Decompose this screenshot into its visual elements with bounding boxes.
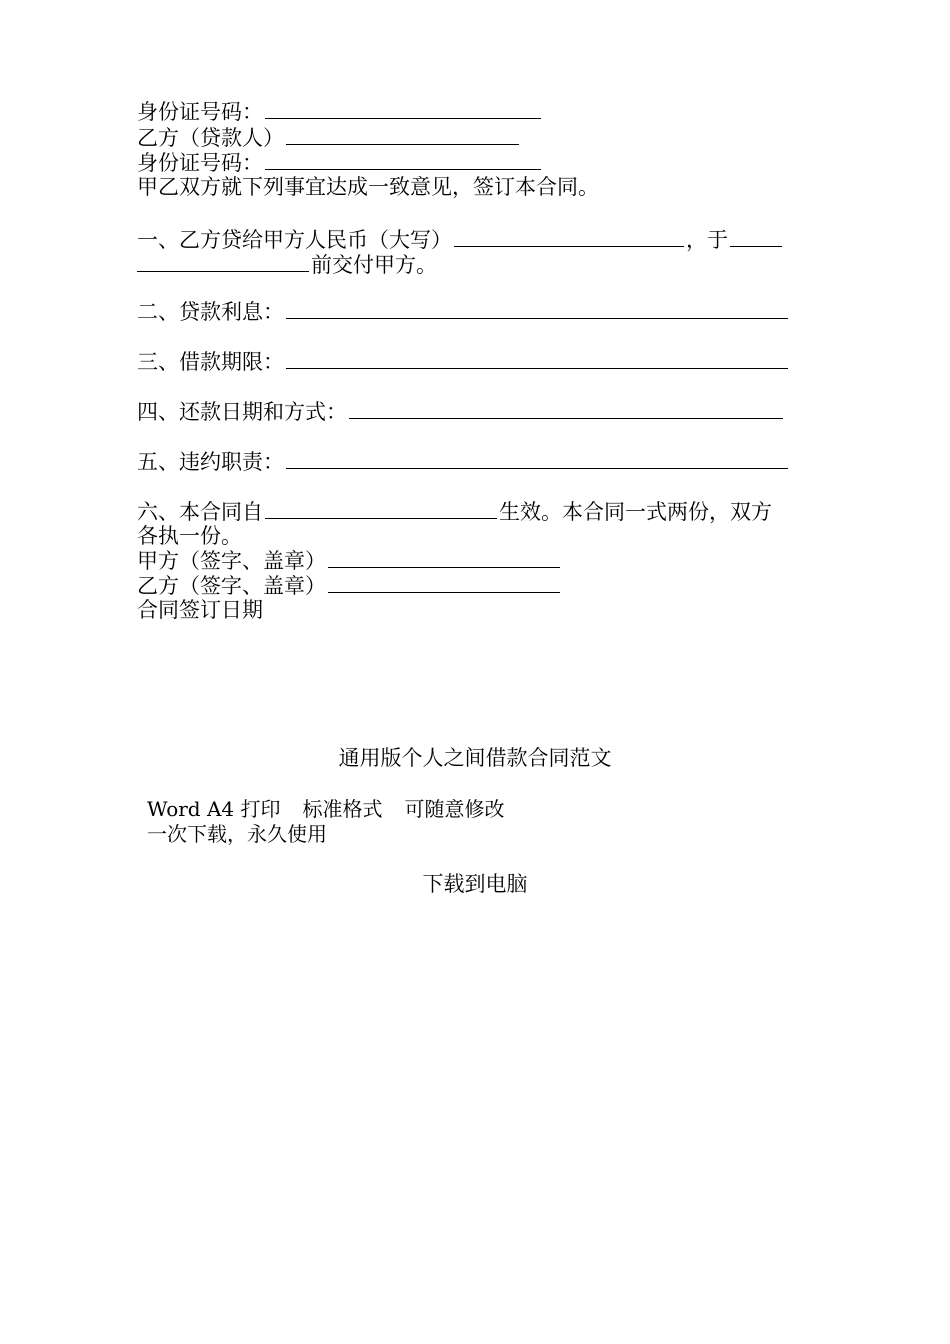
clause-6-line-1 bbox=[137, 498, 772, 525]
id-label-2: 身份证号码： bbox=[137, 151, 263, 175]
lender-line bbox=[137, 124, 521, 151]
feature-download-once: 一次下载，永久使用 bbox=[147, 822, 327, 846]
agreement-statement: 甲乙双方就下列事宜达成一致意见，签订本合同。 bbox=[137, 175, 599, 199]
id-number-line-2 bbox=[137, 149, 543, 176]
lender-blank bbox=[286, 124, 519, 145]
id-blank-2 bbox=[265, 149, 541, 170]
clause-5 bbox=[137, 448, 790, 475]
clause-6-line-2: 各执一份。 bbox=[137, 524, 242, 548]
party-a-label: 甲方（签字、盖章） bbox=[137, 549, 326, 573]
clause-6-effect: 生效。本合同一式两份，双方 bbox=[499, 500, 772, 524]
clause-3-label: 三、借款期限： bbox=[137, 350, 284, 374]
party-b-signature bbox=[137, 572, 562, 599]
lender-label: 乙方（贷款人） bbox=[137, 126, 284, 150]
id-number-line-1 bbox=[137, 98, 543, 125]
effective-blank bbox=[265, 498, 497, 519]
sign-date: 合同签订日期 bbox=[137, 598, 263, 622]
clause-1-line-1 bbox=[137, 226, 784, 253]
repayment-blank bbox=[349, 398, 783, 419]
breach-blank bbox=[286, 448, 788, 469]
feature-standard-format: 标准格式 bbox=[302, 797, 383, 821]
clause-4 bbox=[137, 398, 785, 425]
clause-2 bbox=[137, 298, 790, 325]
clause-2-label: 二、贷款利息： bbox=[137, 300, 284, 324]
term-blank bbox=[286, 348, 788, 369]
promo-features bbox=[147, 796, 505, 822]
feature-word-a4: Word A4 打印 bbox=[147, 797, 281, 821]
clause-1-line-2 bbox=[137, 251, 437, 278]
amount-blank bbox=[454, 226, 684, 247]
clause-4-label: 四、还款日期和方式： bbox=[137, 400, 347, 424]
id-label-1: 身份证号码： bbox=[137, 100, 263, 124]
clause-6-text: 六、本合同自 bbox=[137, 500, 263, 524]
interest-blank bbox=[286, 298, 788, 319]
download-link[interactable]: 下载到电脑 bbox=[422, 872, 528, 896]
date-blank-b bbox=[137, 251, 309, 272]
party-a-signature bbox=[137, 547, 562, 574]
clause-1-text: 一、乙方贷给甲方人民币（大写） bbox=[137, 228, 452, 252]
clause-5-label: 五、违约职责： bbox=[137, 450, 284, 474]
promo-title: 通用版个人之间借款合同范文 bbox=[338, 746, 612, 770]
id-blank-1 bbox=[265, 98, 541, 119]
party-a-blank bbox=[328, 547, 560, 568]
party-b-label: 乙方（签字、盖章） bbox=[137, 574, 326, 598]
clause-1-tail: 前交付甲方。 bbox=[311, 253, 437, 277]
date-blank-a bbox=[730, 226, 782, 247]
clause-1-on: ，于 bbox=[686, 228, 728, 252]
party-b-blank bbox=[328, 572, 560, 593]
feature-editable: 可随意修改 bbox=[404, 797, 505, 821]
clause-3 bbox=[137, 348, 790, 375]
